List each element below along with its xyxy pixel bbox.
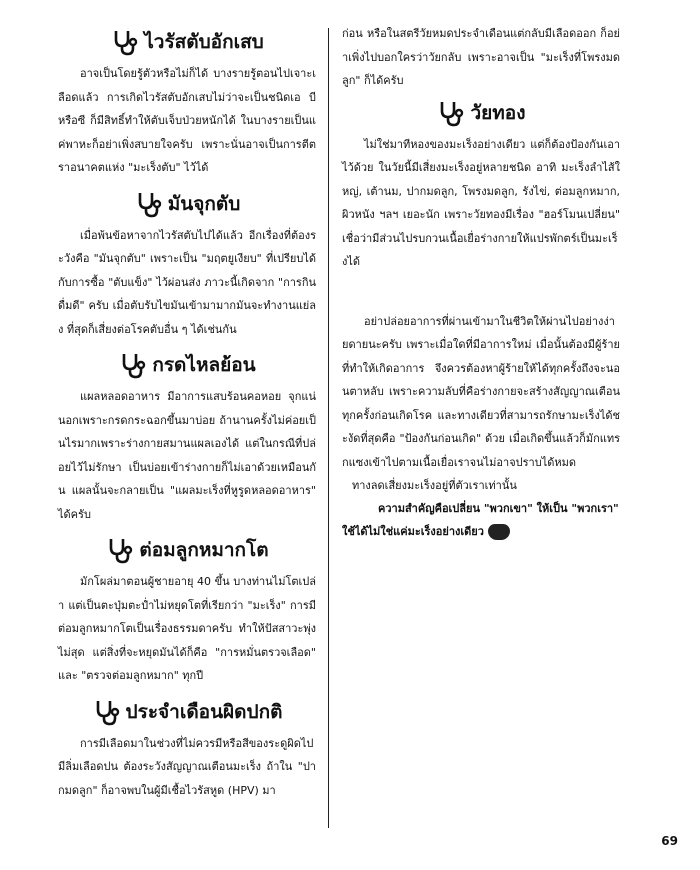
section-body: มักโผล่มาตอนผู้ชายอายุ 40 ขึ้น บางท่านไม่โตเปล่า แต่เป็นตะปุ่มตะป่ำไม่หยุดโตที่เรียกว่า "มะเร็ง" การมีต่อมลูกหมากโตเป็นเรื่องธรรมดาครับ ทำให้ปัสสาวะพุ่งไม่สุด แต่สิ่งที่จะหยุดมันได้ก็คือ "การหมั่นตรวจเลือด" และ "ตรวจต่อมลูกหมาก" ทุกปี — [58, 575, 316, 682]
section-heading — [58, 190, 316, 218]
section-prostate — [58, 536, 316, 688]
heart-logo-icon: ใส่ใจ — [488, 524, 510, 540]
section-menopause — [342, 99, 620, 274]
section-body: เมื่อพ้นข้อหาจากไวรัสตับไปได้แล้ว อีกเรื่องที่ต้องระวังคือ "มันจุกตับ" เพราะเป็น "มฤตยูเงียบ" ที่เปรียบได้กับการซื้อ "ตับแข็ง" ไว้ผ่อนส่ง ภาวะนี้เกิดจาก "การกินดื่มดี" ครับ เมื่อตับรับไขมันเข้ามามากมันจะทำงานแย่ลง ที่สุดก็เสี่ยงต่อโรคตับอื่น ๆ ได้เช่นกัน — [58, 228, 316, 336]
stethoscope-icon — [134, 190, 162, 218]
section-heading — [342, 99, 620, 127]
section-title: วัยทอง — [470, 101, 526, 124]
closing-line: ทางลดเสี่ยงมะเร็งอยู่ที่ตัวเราเท่านั้น — [352, 479, 517, 492]
stethoscope-icon — [110, 28, 138, 56]
section-heading — [58, 28, 316, 56]
section-body: อาจเป็นโดยรู้ตัวหรือไม่ก็ได้ บางรายรู้ตอนไปเจาะเลือดแล้ว การเกิดไวรัสตับอักเสบไม่ว่าจะเป็นชนิดเอ บี หรือซี ก็มีสิทธิ์ทำให้ตับเจ็บป่วยหนักได้ ในบางรายเป็นแค่พาหะก็อย่าเพิ่งสบายใจครับ เพราะนั่นอาจเป็นการตีตราอนาคตแห่ง "มะเร็งตับ" ไว้ได้ — [58, 67, 316, 174]
column-divider — [328, 28, 329, 828]
page-number: 69 — [661, 834, 678, 848]
right-column — [342, 22, 620, 543]
section-heading — [58, 698, 316, 726]
section-body: แผลหลอดอาหาร มีอาการแสบร้อนคอหอย จุกแน่นอกเพราะกรดกระฉอกขึ้นมาบ่อย ถ้านานครั้งไม่ค่อยเป็นไรมากเพราะร่างกายสมานแผลเองได้ แต่ในกรณีที่ปล่อยไว้ไม่รักษา เป็นบ่อยเข้าร่างกายก็ไม่เอาด้วยเหมือนกัน แผลนั้นจะกลายเป็น "แผลมะเร็งที่หูรูดหลอดอาหาร" ได้ครับ — [58, 390, 316, 521]
stethoscope-icon — [92, 698, 120, 726]
section-title: มันจุกตับ — [167, 192, 241, 215]
section-title: ต่อมลูกหมากโต — [139, 539, 269, 561]
section-title: ประจำเดือนผิดปกติ — [125, 700, 283, 723]
summary-paragraph: อย่าปล่อยอาการที่ผ่านเข้ามาในชีวิตให้ผ่านไปอย่างง่ายดายนะครับ เพราะเมื่อใดที่มีอาการใหม่ เมื่อนั้นต้องมีผู้ร้ายที่ทำให้เกิดอาการ จึงควรต้องหาผู้ร้ายให้ได้ทุกครั้งถึงจะนอนตาหลับ เพราะความลับที่คือร่างกายจะสร้างสัญญาณเตือนทุกครั้งก่อนเกิดโรค และทางเดียวที่สามารถรักษามะเร็งได้ชะงัดที่สุดคือ "ป้องกันก่อนเกิด" ด้วย เมื่อเกิดขึ้นแล้วก็มักแทรกแซงเข้าไปตามเนื้อเยื่อเราจนไม่อาจปราบได้หมด — [342, 314, 620, 469]
spacer — [342, 284, 620, 310]
stethoscope-icon — [118, 351, 146, 379]
section-title: ไวรัสตับอักเสบ — [144, 31, 264, 53]
section-acid-reflux — [58, 351, 316, 526]
section-heading — [58, 536, 316, 564]
stethoscope-icon — [105, 536, 133, 564]
continued-paragraph: ก่อน หรือในสตรีวัยหมดประจำเดือนแต่กลับมีเลือดออก ก็อย่าเพิ่งไปบอกใครว่าวัยกลับ เพราะอาจเป็น "มะเร็งที่โพรงมดลูก" ก็ได้ครับ — [342, 27, 620, 87]
section-title: กรดไหลย้อน — [152, 354, 256, 376]
section-hepatitis — [58, 28, 316, 180]
section-fatty-liver — [58, 190, 316, 342]
section-heading — [58, 351, 316, 379]
closing-emphasis — [342, 497, 620, 543]
section-menstruation — [58, 698, 316, 803]
section-body: ไม่ใช่มาทีหองของมะเร็งอย่างเดียว แต่ก็ต้องป้องกันเอาไว้ด้วย ในวัยนี้มีเสี่ยงมะเร็งอยู่หลายชนิด อาทิ มะเร็งลำไส้ใหญ่, เต้านม, ปากมดลูก, โพรงมดลูก, รังไข่, ต่อมลูกหมาก, ผิวหนัง ฯลฯ เยอะนัก เพราะวัยทองมีเรื่อง "ฮอร์โมนเปลี่ยน" เชื่อว่ามีส่วนไปรบกวนเนื้อเยื่อร่างกายให้แปรพักตร์เป็นมะเร็งได้ — [342, 137, 620, 268]
closing-emphasis-text: ความสำคัญคือเปลี่ยน "พวกเขา" ให้เป็น "พวกเรา" ใช้ได้ไม่ใช่แค่มะเร็งอย่างเดียว — [342, 502, 619, 538]
section-body: การมีเลือดมาในช่วงที่ไม่ควรมีหรือสีของระดูผิดไป มีลิ่มเลือดปน ต้องระวังสัญญาณเตือนมะเร็ง ถ้าใน "ปากมดลูก" ก็อาจพบในผู้มีเชื้อไวรัสหูด (HPV) มา — [58, 736, 316, 797]
left-column — [58, 22, 316, 812]
stethoscope-icon — [436, 99, 464, 127]
